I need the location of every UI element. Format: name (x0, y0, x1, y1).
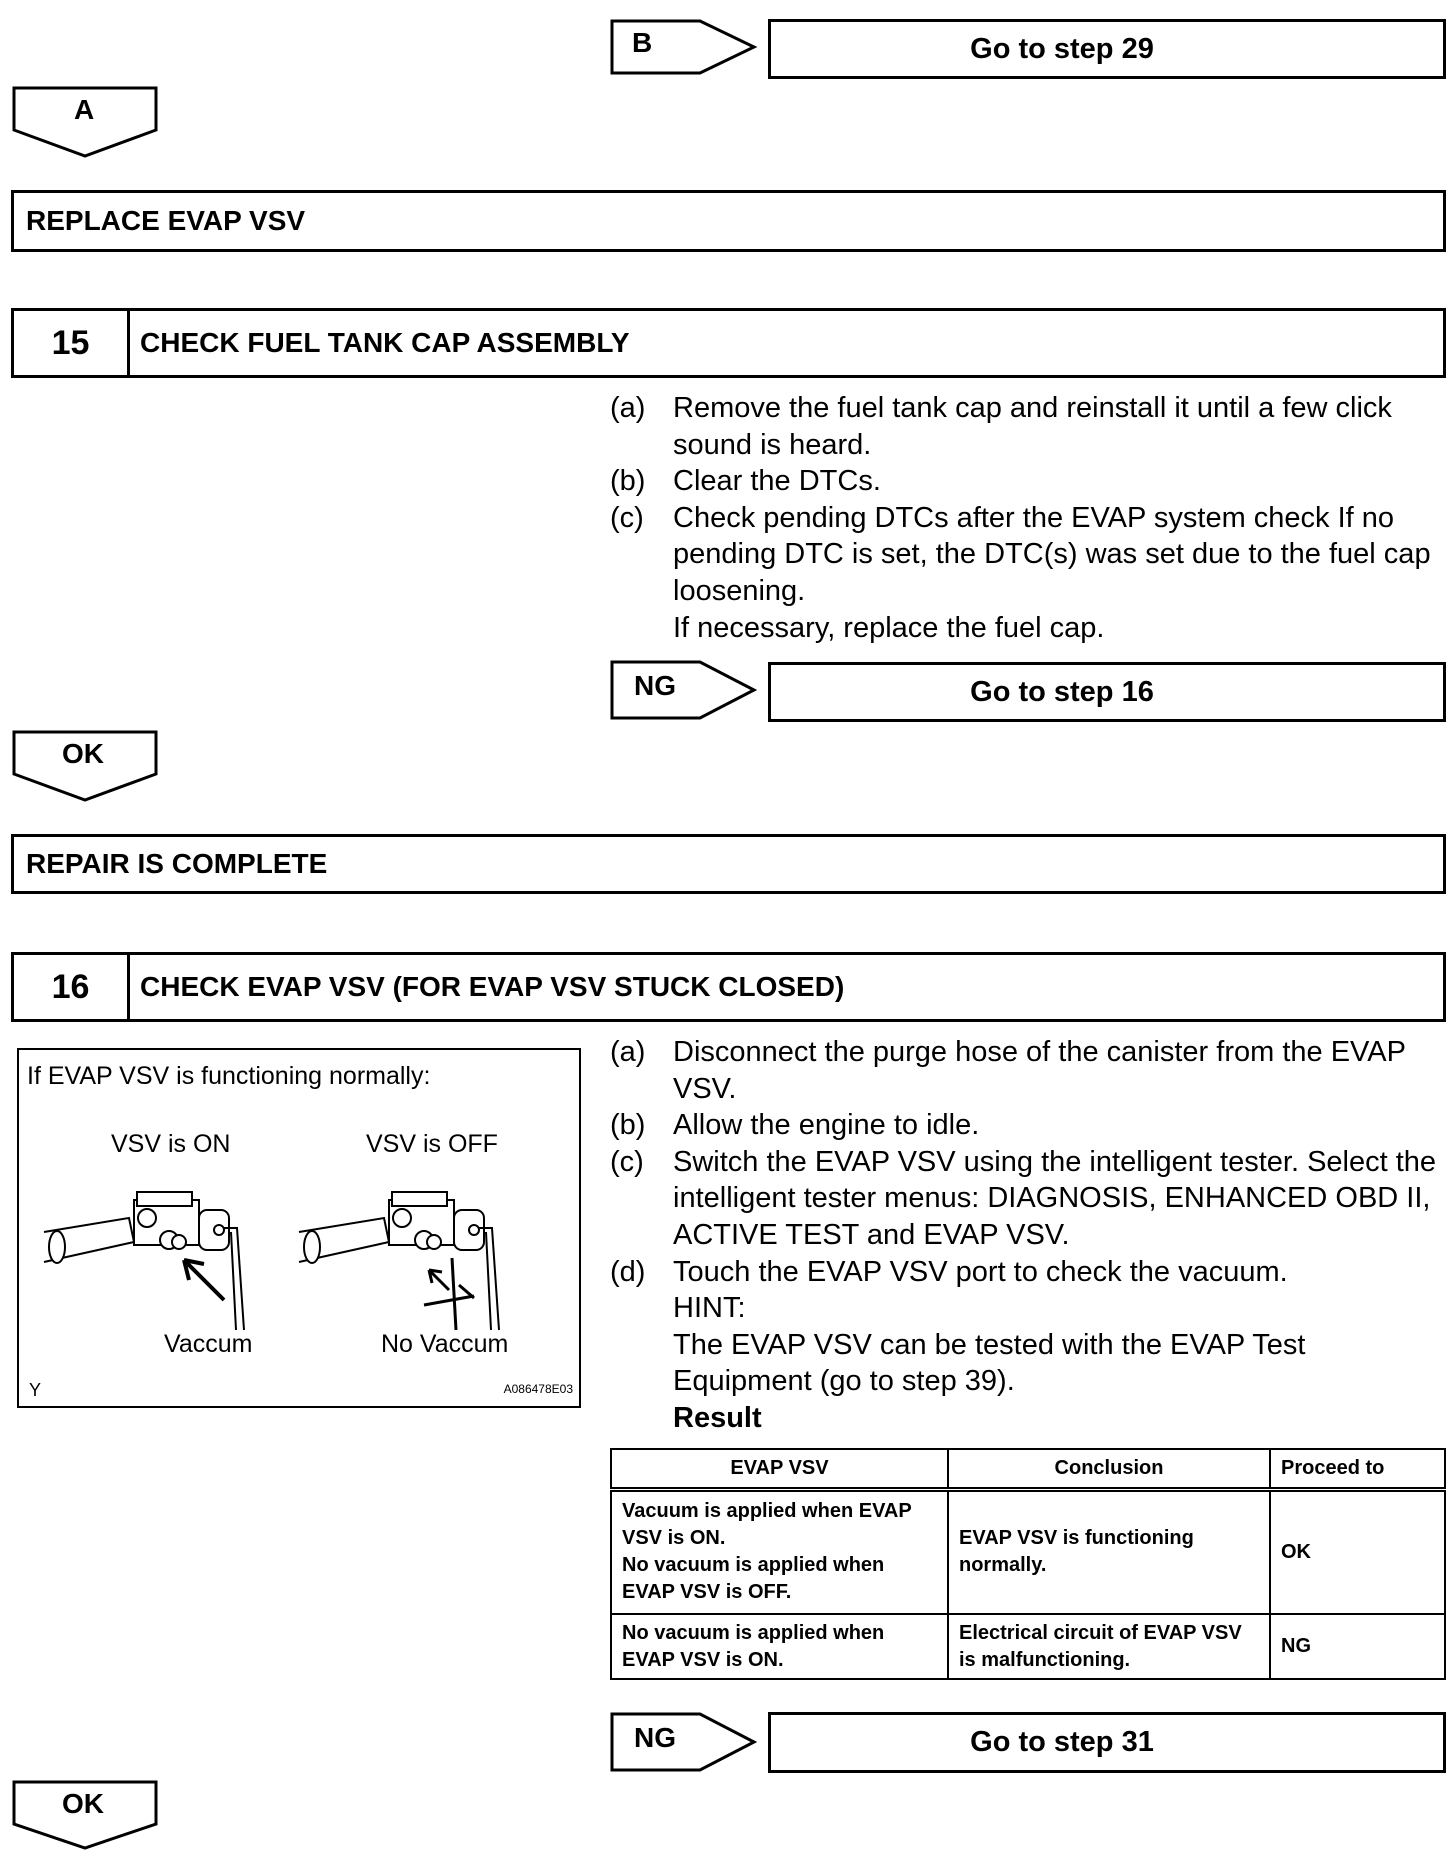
table-row (611, 1614, 1445, 1679)
result-table (610, 1448, 1446, 1680)
vacuum-label: Vaccum (164, 1330, 253, 1358)
figure-corner-mark: Y (29, 1380, 42, 1400)
branch-a-arrow (12, 86, 160, 158)
vsv-figure (17, 1048, 581, 1408)
vsv-off-drawing (299, 1192, 499, 1330)
branch-label: B (632, 27, 653, 58)
vsv-on-drawing (44, 1192, 244, 1330)
list-item (610, 1254, 1450, 1437)
list-item (610, 390, 1450, 463)
item-label: (c) (610, 501, 644, 534)
column-header: Proceed to (1270, 1449, 1445, 1489)
figure-code: A086478E03 (503, 1382, 573, 1396)
table-cell: NG (1270, 1614, 1445, 1679)
step-number: 16 (14, 955, 130, 1019)
step-title: CHECK EVAP VSV (FOR EVAP VSV STUCK CLOSED) (140, 971, 845, 1002)
ok-arrow (12, 730, 160, 802)
item-label: (b) (610, 1109, 646, 1142)
figure-left-title: VSV is ON (111, 1130, 231, 1158)
item-label: (a) (610, 392, 646, 424)
step-15-header (11, 308, 1446, 378)
goto-step-16-link[interactable]: Go to step 16 (768, 662, 1446, 722)
item-text: Check pending DTCs after the EVAP system check If no pending DTC is set, the DTC(s) was set due to the fuel cap loosening. (673, 501, 1431, 607)
ng-arrow (610, 660, 758, 720)
action-repair-complete: REPAIR IS COMPLETE (11, 834, 1446, 894)
vsv-illustration (19, 1180, 579, 1340)
item-text: Touch the EVAP VSV port to check the vacuum. (673, 1255, 1288, 1288)
branch-label: A (74, 94, 95, 125)
ok-label: OK (62, 738, 104, 769)
goto-step-29-link[interactable]: Go to step 29 (768, 19, 1446, 79)
no-vacuum-label: No Vaccum (381, 1330, 509, 1358)
action-replace-evap-vsv: REPLACE EVAP VSV (11, 190, 1446, 252)
table-cell: Vacuum is applied when EVAP VSV is ON. No vacuum is applied when EVAP VSV is OFF. (611, 1489, 948, 1614)
column-header: EVAP VSV (611, 1449, 948, 1489)
list-item (610, 1034, 1450, 1107)
list-item (610, 500, 1450, 646)
item-text: Remove the fuel tank cap and reinstall it until a few click sound is heard. (673, 392, 1392, 461)
column-header: Conclusion (948, 1449, 1270, 1489)
step-number: 15 (14, 311, 130, 375)
ng-label: NG (634, 1722, 676, 1753)
step-15-instructions (610, 390, 1450, 646)
step-title: CHECK FUEL TANK CAP ASSEMBLY (140, 327, 630, 358)
item-label: (a) (610, 1036, 646, 1068)
list-item (610, 1107, 1450, 1144)
table-cell: OK (1270, 1489, 1445, 1614)
item-label: (c) (610, 1145, 644, 1178)
item-label: (d) (610, 1255, 646, 1288)
ng-label: NG (634, 670, 676, 701)
table-row (611, 1489, 1445, 1614)
table-cell: Electrical circuit of EVAP VSV is malfunctioning. (948, 1614, 1270, 1679)
table-cell: EVAP VSV is functioning normally. (948, 1489, 1270, 1614)
ok-label: OK (62, 1788, 104, 1819)
ok-arrow (12, 1780, 160, 1850)
hint-label: HINT: (673, 1292, 746, 1325)
ng-arrow (610, 1712, 758, 1772)
branch-b-arrow (610, 19, 758, 75)
item-label: (b) (610, 465, 646, 498)
item-extra: If necessary, replace the fuel cap. (673, 611, 1105, 644)
figure-right-title: VSV is OFF (366, 1130, 498, 1158)
step-16-header (11, 952, 1446, 1022)
item-text: Disconnect the purge hose of the canister from the EVAP VSV. (673, 1036, 1406, 1105)
table-cell: No vacuum is applied when EVAP VSV is ON. (611, 1614, 948, 1679)
figure-caption: If EVAP VSV is functioning normally: (27, 1062, 431, 1090)
item-text: Allow the engine to idle. (673, 1109, 980, 1142)
step-16-instructions (610, 1034, 1450, 1437)
result-label: Result (673, 1401, 762, 1434)
hint-text: The EVAP VSV can be tested with the EVAP Test Equipment (go to step 39). (673, 1328, 1306, 1398)
list-item (610, 1144, 1450, 1254)
item-text: Switch the EVAP VSV using the intelligent tester. Select the intelligent tester menus: DIAGNOSIS, ENHANCED OBD II, ACTIVE TEST and EVAP VSV. (673, 1145, 1437, 1251)
item-text: Clear the DTCs. (673, 465, 881, 498)
goto-step-31-link[interactable]: Go to step 31 (768, 1712, 1446, 1773)
list-item (610, 463, 1450, 500)
